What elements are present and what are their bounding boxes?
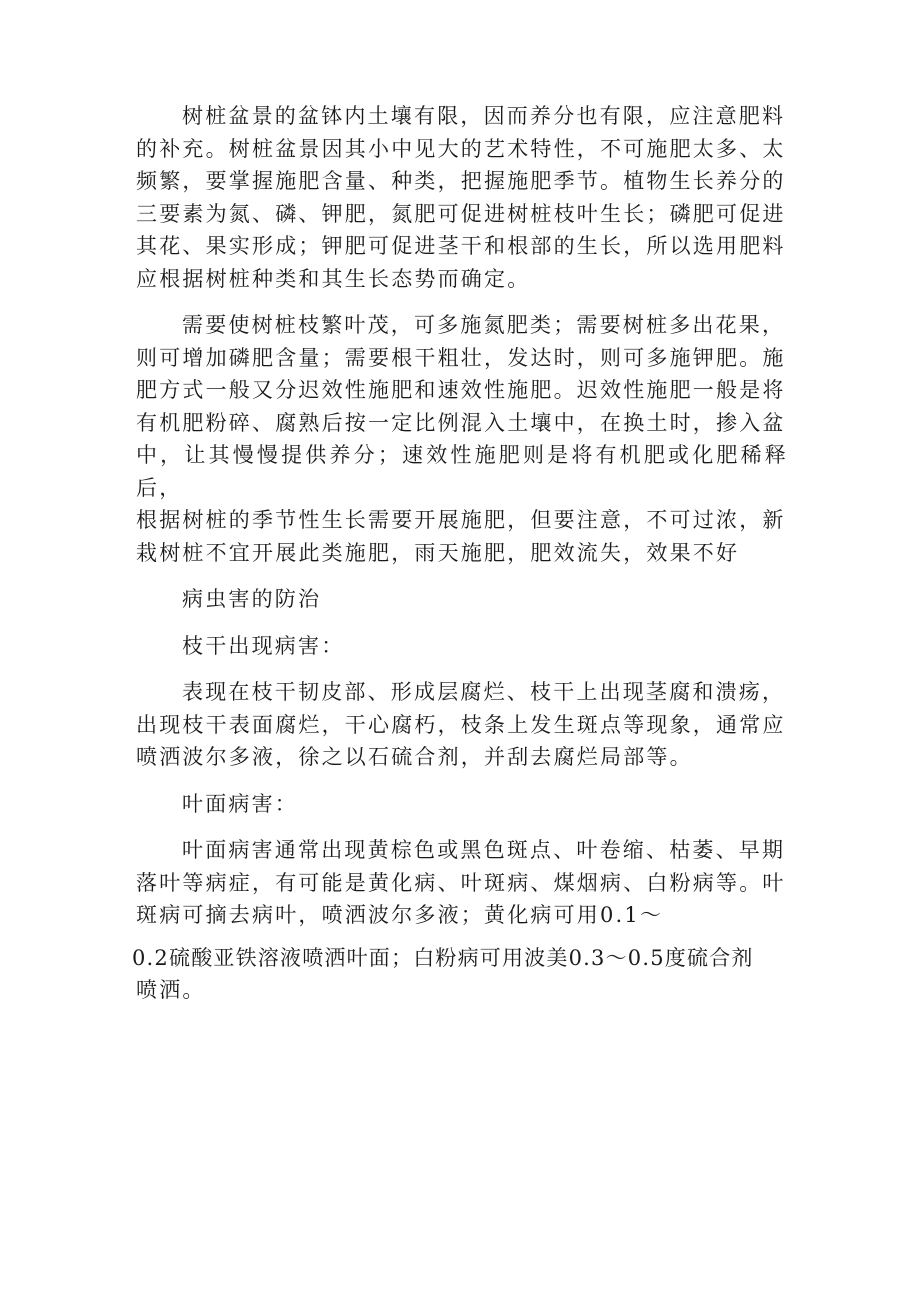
text-line: 三要素为氮、磷、钾肥，氮肥可促进树桩枝叶生长；磷肥可促进 (136, 201, 786, 226)
text-line: 需要使树桩枝繁叶茂，可多施氮肥类；需要树桩多出花果， (182, 313, 786, 337)
paragraph-leaf-disease-continued (132, 942, 788, 1007)
text-line: 其花、果实形成；钾肥可促进茎干和根部的生长，所以选用肥料 (136, 234, 786, 258)
text-line: 落叶等病症，有可能是黄化病、叶斑病、煤烟病、白粉病等。叶 (136, 870, 786, 895)
text-line: 则可增加磷肥含量；需要根干粗壮，发达时，则可多施钾肥。施 (136, 345, 786, 370)
text-line: 中，让其慢慢提供养分；速效性施肥则是将有机肥或化肥稀释后， (136, 443, 788, 500)
paragraph-fertilizer-intro (136, 100, 788, 295)
text-line: 栽树桩不宜开展此类施肥，雨天施肥，肥效流失，效果不好 (136, 540, 740, 565)
text-line: 表现在枝干韧皮部、形成层腐烂、枝干上出现茎腐和溃疡， (182, 680, 786, 704)
paragraph-branch-disease (136, 676, 788, 774)
text-line: 应根据树桩种类和其生长态势而确定。 (136, 266, 531, 291)
text-line: 有机肥粉碎、腐熟后按一定比例混入土壤中，在换土时，掺入盆 (136, 410, 786, 435)
document-page (132, 100, 788, 1021)
text-line: 斑病可摘去病叶，喷洒波尔多液；黄化病可用0.1～ (136, 903, 664, 927)
text-line: 肥方式一般又分迟效性施肥和速效性施肥。迟效性施肥一般是将 (136, 378, 786, 402)
paragraph-fertilizer-methods (136, 309, 788, 569)
text-line: 喷洒。 (136, 978, 206, 1002)
paragraph-leaf-disease (136, 834, 788, 932)
text-line: 树桩盆景的盆钵内土壤有限，因而养分也有限，应注意肥料 (182, 104, 786, 128)
text-line: 根据树桩的季节性生长需要开展施肥，但要注意，不可过浓，新 (136, 508, 786, 532)
text-line: 出现枝干表面腐烂，干心腐朽，枝条上发生斑点等现象，通常应 (136, 712, 786, 737)
text-line: 的补充。树桩盆景因其小中见大的艺术特性，不可施肥太多、太 (136, 136, 786, 161)
heading-leaf-disease: 叶面病害： (182, 791, 298, 816)
heading-branch-disease: 枝干出现病害： (182, 633, 345, 658)
text-line: 0.2硫酸亚铁溶液喷洒叶面；白粉病可用波美0.3～0.5度硫合剂 (132, 945, 754, 970)
heading-pest-control: 病虫害的防治 (182, 587, 322, 611)
text-line: 叶面病害通常出现黄棕色或黑色斑点、叶卷缩、枯萎、早期 (182, 838, 786, 862)
text-line: 频繁，要掌握施肥含量、种类，把握施肥季节。植物生长养分的 (136, 169, 786, 193)
text-line: 喷洒波尔多液，徐之以石硫合剂，并刮去腐烂局部等。 (136, 745, 693, 769)
